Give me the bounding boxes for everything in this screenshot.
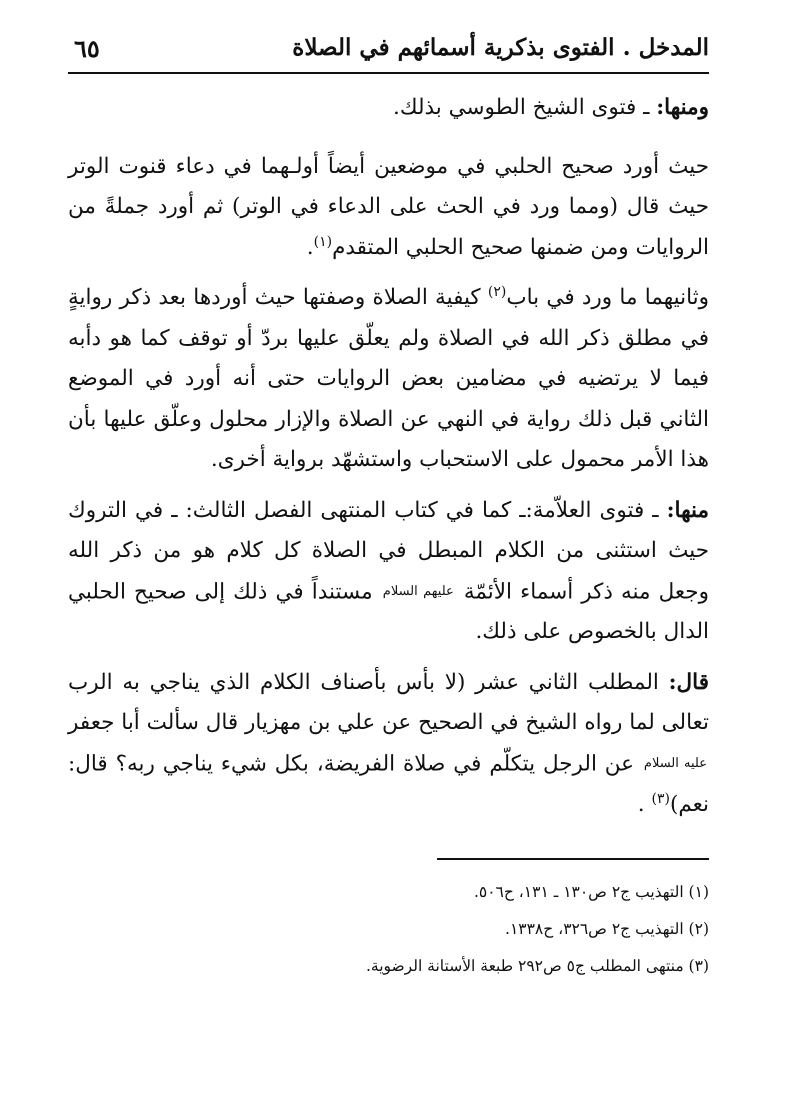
paragraph-4-lead: منها: xyxy=(666,497,709,523)
paragraph-5-text-a: المطلب الثاني عشر (لا بأس بأصناف الكلام الذي يناجي به الرب تعالى لما رواه الشيخ في الصحيح عن علي بن مهزيار قال سألت أبا جعفر xyxy=(68,669,709,736)
paragraph-4-text-a: ـ فتوى العلاّمة:ـ كما في كتاب المنتهى الفصل الثالث: ـ في التروك حيث استثنى من الكلام المبطل في الصلاة كل كلام هو من ذكر الله وجعل منه ذكر أسماء الأئمّة xyxy=(68,497,709,604)
body-text xyxy=(68,88,709,835)
footnote-divider xyxy=(437,858,709,860)
honorific-ligature: عليهم السلام xyxy=(382,583,454,599)
paragraph-1-text: ـ فتوى الشيخ الطوسي بذلك. xyxy=(392,95,657,120)
paragraph-5 xyxy=(68,663,709,825)
footnote-ref-3: (٣) xyxy=(651,790,670,807)
paragraph-5-end: . xyxy=(637,791,652,817)
paragraph-2-end: . xyxy=(306,234,314,260)
paragraph-4-text-b: مستنداً في ذلك إلى صحيح الحلبي الدال بالخصوص على ذلك. xyxy=(68,578,709,645)
paragraph-3-text-a: وثانيهما ما ورد في باب xyxy=(506,285,710,310)
paragraph-3 xyxy=(68,278,709,481)
header-title: المدخل . الفتوى بذكرية أسمائهم في الصلاة xyxy=(292,34,709,61)
footnote-2: (٢) التهذيب ج٢ ص٣٢٦، ح١٣٣٨. xyxy=(505,920,709,938)
footnotes xyxy=(68,874,709,985)
honorific-ligature: عليه السلام xyxy=(643,755,707,771)
paragraph-5-lead: قال: xyxy=(668,669,709,695)
paragraph-5-text-b: عن الرجل يتكلّم في صلاة الفريضة، بكل شيء يناجي ربه؟ قال: نعم) xyxy=(68,751,709,817)
footnote-ref-1: (١) xyxy=(313,233,333,250)
paragraph-4 xyxy=(68,491,709,653)
paragraph-2-text: حيث أورد صحيح الحلبي في موضعين أيضاً أولـهما في دعاء قنوت الوتر حيث قال (ومما ورد في الحث على الدعاء في الوتر) ثم أورد جملةً من الروايات ومن ضمنها صحيح الحلبي المتقدم xyxy=(68,153,709,260)
footnote-3: (٣) منتهى المطلب ج٥ ص٢٩٢ طبعة الأستانة الرضوية. xyxy=(365,957,709,975)
paragraph-1-lead: ومنها: xyxy=(656,95,709,120)
paragraph-3-text-b: كيفية الصلاة وصفتها حيث أوردها بعد ذكر روايةٍ في مطلق ذكر الله في الصلاة ولم يعلّق عليها بردّ أو توقف كما هو دأبه فيما لا يرتضيه في مضامين بعض الروايات حتى أنه أورد في الموضع الثاني قبل ذلك رواية في النهي عن الصلاة والإزار محلول وعلّق عليها بأن هذا الأمر محمول على الاستحباب واستشهّد برواية أخرى. xyxy=(68,285,709,472)
paragraph-1 xyxy=(68,88,709,129)
footnote-1: (١) التهذيب ج٢ ص١٣٠ ـ ١٣١، ح٥٠٦. xyxy=(473,883,709,901)
running-header xyxy=(68,28,709,74)
page-number: ٦٥ xyxy=(74,34,100,63)
footnote-ref-2: (٢) xyxy=(487,283,507,300)
paragraph-2 xyxy=(68,147,709,269)
